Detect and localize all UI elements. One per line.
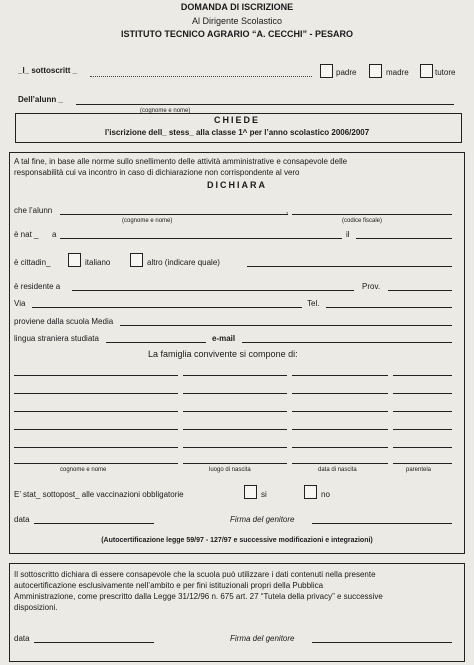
privacy-signature-field[interactable] bbox=[312, 642, 452, 643]
declaration-date-label: data bbox=[14, 515, 30, 524]
vaccine-label: E’ stat_ sottopost_ alle vaccinazioni obbligatorie bbox=[14, 490, 184, 499]
family-relation-row-2[interactable] bbox=[393, 393, 452, 394]
vaccine-si-checkbox[interactable] bbox=[244, 485, 257, 499]
family-name-row-4[interactable] bbox=[14, 429, 178, 430]
family-relation-row-3[interactable] bbox=[393, 411, 452, 412]
family-relation-row-5[interactable] bbox=[393, 447, 452, 448]
family-relation-row-4[interactable] bbox=[393, 429, 452, 430]
family-birthdate-row-2[interactable] bbox=[292, 393, 388, 394]
family-birthplace-row-4[interactable] bbox=[183, 429, 287, 430]
privacy-signature-label: Firma del genitore bbox=[230, 634, 295, 643]
altro-checkbox[interactable] bbox=[130, 253, 143, 267]
origin-school-field[interactable] bbox=[120, 325, 452, 326]
family-name-row-5[interactable] bbox=[14, 447, 178, 448]
request-text: l’iscrizione dell_ stess_ alla classe 1^ per l’anno scolastico 2006/2007 bbox=[104, 128, 370, 137]
request-title: CHIEDE bbox=[213, 115, 260, 125]
student-name-field[interactable] bbox=[60, 214, 288, 215]
form-title: DOMANDA DI ISCRIZIONE bbox=[180, 2, 294, 12]
born-label: è nat _ bbox=[14, 230, 39, 239]
email-field[interactable] bbox=[242, 342, 452, 343]
declaration-intro-1: A tal fine, in base alle norme sullo snellimento delle attività amministrative e consapevole delle bbox=[14, 157, 348, 166]
privacy-line-2: autocertificazione esclusivamente nell’ambito e per fini istituzionali propri della Pubblica bbox=[14, 581, 324, 590]
separator-comma: , bbox=[286, 206, 289, 215]
family-birthdate-row-1[interactable] bbox=[292, 375, 388, 376]
family-name-row-2[interactable] bbox=[14, 393, 178, 394]
pupil-name-hint: (cognome e nome) bbox=[140, 108, 191, 114]
student-name-hint: (cognome e nome) bbox=[122, 218, 173, 224]
vaccine-no-label: no bbox=[321, 490, 330, 499]
tutore-checkbox[interactable] bbox=[420, 64, 433, 78]
declaration-date-field[interactable] bbox=[34, 523, 154, 524]
padre-checkbox[interactable] bbox=[320, 64, 333, 78]
birthplace-field[interactable] bbox=[60, 238, 342, 239]
madre-label: madre bbox=[386, 68, 409, 77]
recipient: Al Dirigente Scolastico bbox=[191, 16, 283, 26]
declaration-signature-label: Firma del genitore bbox=[230, 515, 295, 524]
resident-label: è residente a bbox=[14, 282, 61, 291]
province-field[interactable] bbox=[388, 290, 452, 291]
family-birthplace-row-1[interactable] bbox=[183, 375, 287, 376]
pupil-name-field[interactable] bbox=[76, 104, 454, 105]
birthdate-field[interactable] bbox=[356, 238, 452, 239]
family-relation-row-1[interactable] bbox=[393, 375, 452, 376]
declaration-intro-2: responsabilità cui va incontro in caso di dichiarazione non corrispondente al vero bbox=[14, 168, 300, 177]
vaccine-no-checkbox[interactable] bbox=[304, 485, 317, 499]
tutore-label: tutore bbox=[435, 68, 456, 77]
column-header-name: cognome e nome bbox=[60, 467, 107, 473]
family-name-row-1[interactable] bbox=[14, 375, 178, 376]
prov-label: Prov. bbox=[362, 282, 381, 291]
family-birthplace-row-2[interactable] bbox=[183, 393, 287, 394]
fiscal-code-field[interactable] bbox=[292, 214, 452, 215]
padre-label: padre bbox=[336, 68, 357, 77]
declaration-title: DICHIARA bbox=[207, 180, 267, 190]
school-name: ISTITUTO TECNICO AGRARIO “A. CECCHI” - PESARO bbox=[120, 29, 353, 39]
privacy-date-label: data bbox=[14, 634, 30, 643]
italiano-label: italiano bbox=[85, 258, 111, 267]
family-relation-row-6[interactable] bbox=[393, 463, 452, 464]
family-birthdate-row-6[interactable] bbox=[292, 463, 388, 464]
applicant-name-field[interactable] bbox=[90, 76, 312, 77]
language-field[interactable] bbox=[106, 342, 206, 343]
column-header-birthdate: data di nascita bbox=[318, 467, 357, 473]
family-birthplace-row-3[interactable] bbox=[183, 411, 287, 412]
tel-label: Tel. bbox=[307, 299, 320, 308]
column-header-birthplace: luogo di nascita bbox=[209, 467, 251, 473]
pupil-label: Dell’alunn _ bbox=[18, 95, 63, 104]
other-citizenship-field[interactable] bbox=[247, 266, 452, 267]
madre-checkbox[interactable] bbox=[369, 64, 382, 78]
street-field[interactable] bbox=[32, 307, 302, 308]
family-birthdate-row-5[interactable] bbox=[292, 447, 388, 448]
via-label: Via bbox=[14, 299, 26, 308]
family-birthdate-row-4[interactable] bbox=[292, 429, 388, 430]
declaration-footnote: (Autocertificazione legge 59/97 - 127/97 e successive modificazioni e integrazioni) bbox=[101, 537, 373, 544]
family-birthplace-row-5[interactable] bbox=[183, 447, 287, 448]
privacy-line-4: disposizioni. bbox=[14, 603, 58, 612]
origin-school-label: proviene dalla scuola Media bbox=[14, 317, 114, 326]
born-a-label: a bbox=[52, 230, 57, 239]
privacy-date-field[interactable] bbox=[34, 642, 154, 643]
applicant-label: _l_ sottoscritt _ bbox=[18, 66, 78, 75]
privacy-line-3: Amministrazione, come prescritto dalla Legge 31/12/96 n. 675 art. 27 “Tutela della privacy” e successive bbox=[14, 592, 383, 601]
vaccine-si-label: si bbox=[261, 490, 267, 499]
column-header-relation: parentela bbox=[406, 467, 432, 473]
altro-label: altro (indicare quale) bbox=[147, 258, 220, 267]
family-name-row-6[interactable] bbox=[14, 463, 178, 464]
born-il-label: il bbox=[346, 230, 350, 239]
phone-field[interactable] bbox=[326, 307, 452, 308]
residence-city-field[interactable] bbox=[72, 290, 354, 291]
italiano-checkbox[interactable] bbox=[68, 253, 81, 267]
privacy-line-1: Il sottoscritto dichiara di essere consapevole che la scuola può utilizzare i dati contenuti nella presente bbox=[14, 570, 376, 579]
declaration-signature-field[interactable] bbox=[312, 523, 452, 524]
family-birthplace-row-6[interactable] bbox=[183, 463, 287, 464]
language-label: lingua straniera studiata bbox=[14, 334, 99, 343]
citizen-label: è cittadin_ bbox=[14, 258, 51, 267]
family-title: La famiglia convivente si compone di: bbox=[148, 349, 298, 359]
family-birthdate-row-3[interactable] bbox=[292, 411, 388, 412]
email-label: e-mail bbox=[212, 334, 236, 343]
fiscal-code-hint: (codice fiscale) bbox=[342, 218, 383, 224]
family-name-row-3[interactable] bbox=[14, 411, 178, 412]
student-label: che l’alunn bbox=[14, 206, 53, 215]
